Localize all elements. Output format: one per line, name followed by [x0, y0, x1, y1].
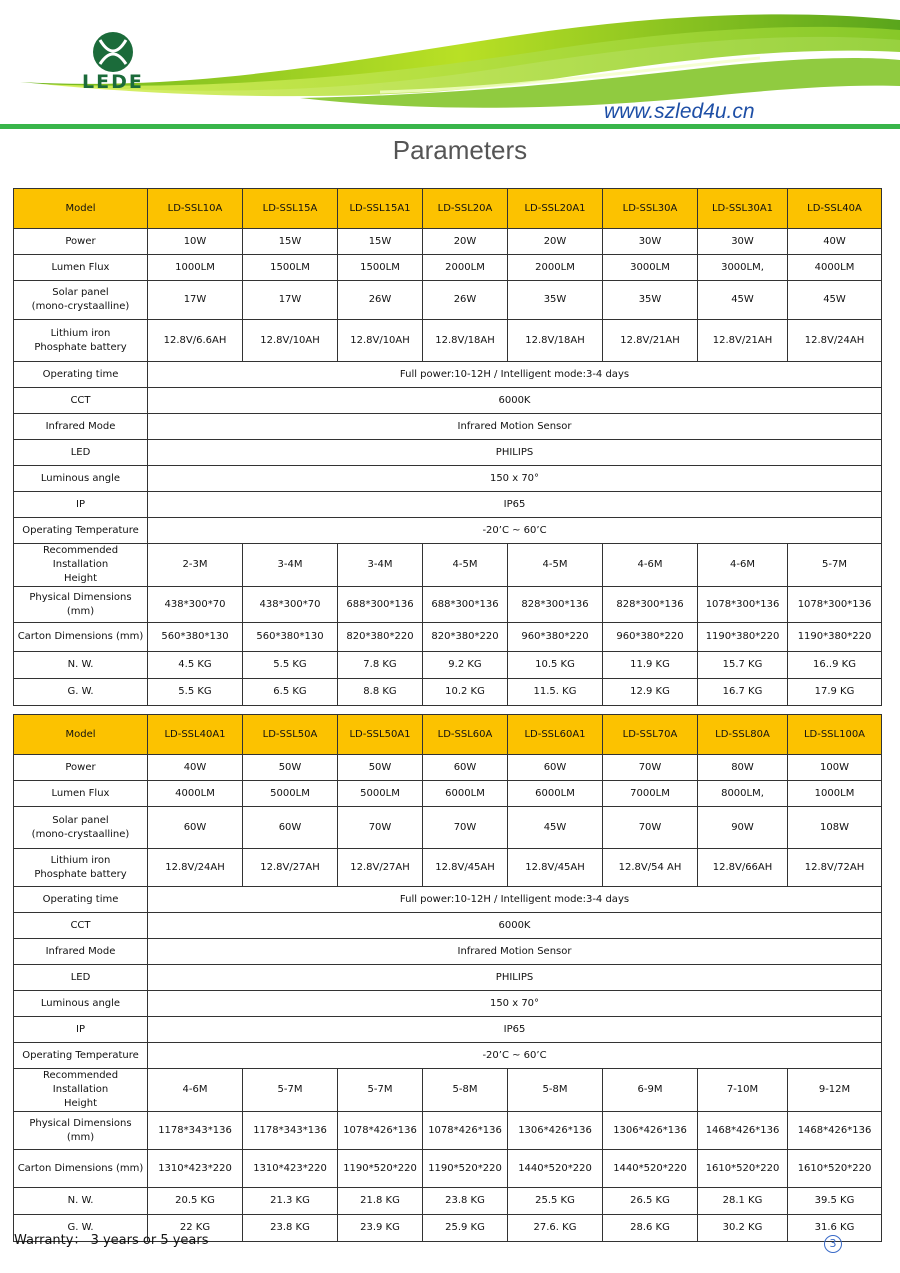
- value-cell: 1468*426*136: [698, 1112, 788, 1150]
- value-cell: 12.8V/6.6AH: [148, 320, 243, 362]
- value-cell: 5000LM: [243, 781, 338, 807]
- value-cell: 6000LM: [508, 781, 603, 807]
- value-cell: 12.8V/24AH: [788, 320, 882, 362]
- value-cell: 12.8V/45AH: [508, 849, 603, 887]
- row-label-text: Operating time: [42, 893, 119, 905]
- row-label-text: Infrared Mode: [45, 945, 116, 957]
- value-cell: 100W: [788, 755, 882, 781]
- row-label-text: Phosphate battery: [34, 868, 127, 880]
- carton-dimensions-row: [14, 1150, 882, 1188]
- shared-value-cell: 6000K: [148, 913, 882, 939]
- value-cell: 3000LM,: [698, 255, 788, 281]
- page-title: Parameters: [392, 135, 528, 165]
- value-cell: 25.9 KG: [423, 1215, 508, 1242]
- row-label-text: Recommended Installation: [42, 1070, 119, 1095]
- value-cell: 1190*520*220: [423, 1150, 508, 1188]
- value-cell: 70W: [603, 807, 698, 849]
- value-cell: 6000LM: [423, 781, 508, 807]
- row-label: [14, 781, 148, 807]
- led-row: [14, 965, 882, 991]
- value-cell: 60W: [508, 755, 603, 781]
- model-cell: LD-SSL30A1: [698, 189, 788, 229]
- value-cell: 7000LM: [603, 781, 698, 807]
- value-cell: 1306*426*136: [508, 1112, 603, 1150]
- infrared-mode-row: [14, 414, 882, 440]
- value-cell: 1000LM: [148, 255, 243, 281]
- value-cell: 2000LM: [508, 255, 603, 281]
- row-label: [14, 623, 148, 652]
- row-label-text: Operating Temperature: [22, 524, 139, 536]
- value-cell: 70W: [423, 807, 508, 849]
- row-label-text: LED: [70, 446, 91, 458]
- value-cell: 12.8V/54 AH: [603, 849, 698, 887]
- spec-table-2: [13, 714, 882, 1242]
- row-label: [14, 1188, 148, 1215]
- value-cell: 1500LM: [243, 255, 338, 281]
- value-cell: 28.1 KG: [698, 1188, 788, 1215]
- model-cell: LD-SSL10A: [148, 189, 243, 229]
- value-cell: 10W: [148, 229, 243, 255]
- value-cell: 17W: [243, 281, 338, 320]
- net-weight-row: [14, 652, 882, 679]
- value-cell: 5-7M: [788, 544, 882, 587]
- value-cell: 5.5 KG: [243, 652, 338, 679]
- shared-value-cell: Full power:10-12H / Intelligent mode:3-4 days: [148, 362, 882, 388]
- value-cell: 20W: [423, 229, 508, 255]
- row-label-text: Height: [63, 573, 98, 584]
- shared-value-cell: Infrared Motion Sensor: [148, 939, 882, 965]
- value-cell: 40W: [788, 229, 882, 255]
- value-cell: 21.3 KG: [243, 1188, 338, 1215]
- value-cell: 1078*426*136: [338, 1112, 423, 1150]
- model-cell: LD-SSL70A: [603, 715, 698, 755]
- model-cell: LD-SSL15A1: [338, 189, 423, 229]
- value-cell: 10.2 KG: [423, 679, 508, 706]
- value-cell: 6.5 KG: [243, 679, 338, 706]
- lumen-flux-row: [14, 255, 882, 281]
- model-cell: LD-SSL30A: [603, 189, 698, 229]
- value-cell: 12.8V/10AH: [243, 320, 338, 362]
- value-cell: 688*300*136: [423, 587, 508, 623]
- value-cell: 1190*380*220: [788, 623, 882, 652]
- row-label-text: Phosphate battery: [34, 341, 127, 353]
- value-cell: 80W: [698, 755, 788, 781]
- installation-height-row: [14, 544, 882, 587]
- value-cell: 8000LM,: [698, 781, 788, 807]
- value-cell: 31.6 KG: [788, 1215, 882, 1242]
- value-cell: 560*380*130: [243, 623, 338, 652]
- cct-row: [14, 388, 882, 414]
- row-label: [14, 388, 148, 414]
- value-cell: 820*380*220: [338, 623, 423, 652]
- value-cell: 5-7M: [338, 1069, 423, 1112]
- value-cell: 3000LM: [603, 255, 698, 281]
- row-label-text: Power: [65, 235, 96, 247]
- value-cell: 1310*423*220: [148, 1150, 243, 1188]
- value-cell: 2-3M: [148, 544, 243, 587]
- value-cell: 5-8M: [508, 1069, 603, 1112]
- shared-value-cell: 150 x 70°: [148, 466, 882, 492]
- row-label-text: IP: [76, 1023, 85, 1035]
- value-cell: 3-4M: [243, 544, 338, 587]
- value-cell: 828*300*136: [508, 587, 603, 623]
- value-cell: 20.5 KG: [148, 1188, 243, 1215]
- row-label: [14, 255, 148, 281]
- operating-time-row: [14, 362, 882, 388]
- row-label-text: Physical Dimensions (mm): [29, 591, 132, 617]
- value-cell: 16.7 KG: [698, 679, 788, 706]
- shared-value-cell: 6000K: [148, 388, 882, 414]
- ip-row: [14, 492, 882, 518]
- value-cell: 1310*423*220: [243, 1150, 338, 1188]
- value-cell: 39.5 KG: [788, 1188, 882, 1215]
- row-label: [14, 965, 148, 991]
- value-cell: 4-6M: [148, 1069, 243, 1112]
- value-cell: 438*300*70: [148, 587, 243, 623]
- row-label: [14, 807, 148, 849]
- green-wave-banner: [0, 0, 900, 135]
- value-cell: 15W: [338, 229, 423, 255]
- shared-value-cell: -20’C ~ 60’C: [148, 518, 882, 544]
- value-cell: 45W: [788, 281, 882, 320]
- net-weight-row: [14, 1188, 882, 1215]
- value-cell: 45W: [698, 281, 788, 320]
- model-cell: LD-SSL60A: [423, 715, 508, 755]
- row-label-text: Physical Dimensions (mm): [29, 1117, 132, 1143]
- row-label: [14, 440, 148, 466]
- row-label-text: Operating time: [42, 368, 119, 380]
- value-cell: 15W: [243, 229, 338, 255]
- row-label-text: G. W.: [67, 686, 94, 697]
- gross-weight-row: [14, 679, 882, 706]
- value-cell: 438*300*70: [243, 587, 338, 623]
- value-cell: 70W: [338, 807, 423, 849]
- row-label: [14, 1150, 148, 1188]
- installation-height-row: [14, 1069, 882, 1112]
- row-label-text: Operating Temperature: [22, 1049, 139, 1061]
- value-cell: 12.8V/24AH: [148, 849, 243, 887]
- model-cell: LD-SSL40A1: [148, 715, 243, 755]
- row-label: [14, 652, 148, 679]
- row-label-text: Recommended Installation: [42, 545, 119, 570]
- value-cell: 23.9 KG: [338, 1215, 423, 1242]
- value-cell: 1078*300*136: [698, 587, 788, 623]
- row-label-text: Infrared Mode: [45, 420, 116, 432]
- shared-value-cell: 150 x 70°: [148, 991, 882, 1017]
- value-cell: 9-12M: [788, 1069, 882, 1112]
- row-label-text: Model: [65, 202, 96, 214]
- row-label-text: Carton Dimensions (mm): [17, 631, 144, 642]
- row-label: [14, 466, 148, 492]
- value-cell: 12.8V/10AH: [338, 320, 423, 362]
- shared-value-cell: IP65: [148, 1017, 882, 1043]
- page-number: 3: [824, 1235, 842, 1253]
- value-cell: 4.5 KG: [148, 652, 243, 679]
- row-label: [14, 189, 148, 229]
- value-cell: 12.8V/27AH: [338, 849, 423, 887]
- value-cell: 15.7 KG: [698, 652, 788, 679]
- value-cell: 27.6. KG: [508, 1215, 603, 1242]
- value-cell: 16..9 KG: [788, 652, 882, 679]
- row-label-text: CCT: [70, 394, 91, 406]
- value-cell: 21.8 KG: [338, 1188, 423, 1215]
- row-label: [14, 679, 148, 706]
- row-label: [14, 849, 148, 887]
- value-cell: 30.2 KG: [698, 1215, 788, 1242]
- row-label: [14, 913, 148, 939]
- model-cell: LD-SSL40A: [788, 189, 882, 229]
- row-label: [14, 887, 148, 913]
- model-cell: LD-SSL20A: [423, 189, 508, 229]
- value-cell: 5-7M: [243, 1069, 338, 1112]
- model-cell: LD-SSL80A: [698, 715, 788, 755]
- model-cell: LD-SSL60A1: [508, 715, 603, 755]
- row-label: [14, 1112, 148, 1150]
- value-cell: 1190*380*220: [698, 623, 788, 652]
- row-label: [14, 362, 148, 388]
- row-label: [14, 518, 148, 544]
- value-cell: 7.8 KG: [338, 652, 423, 679]
- value-cell: 60W: [243, 807, 338, 849]
- operating-temperature-row: [14, 518, 882, 544]
- value-cell: 12.9 KG: [603, 679, 698, 706]
- luminous-angle-row: [14, 466, 882, 492]
- row-label-text: Solar panel: [52, 814, 109, 826]
- row-label-text: G. W.: [67, 1222, 94, 1233]
- row-label: [14, 281, 148, 320]
- value-cell: 10.5 KG: [508, 652, 603, 679]
- value-cell: 1610*520*220: [698, 1150, 788, 1188]
- value-cell: 20W: [508, 229, 603, 255]
- value-cell: 4000LM: [788, 255, 882, 281]
- value-cell: 23.8 KG: [423, 1188, 508, 1215]
- row-label-text: (mono-crystaalline): [31, 301, 130, 312]
- value-cell: 50W: [243, 755, 338, 781]
- value-cell: 60W: [423, 755, 508, 781]
- physical-dimensions-row: [14, 587, 882, 623]
- shared-value-cell: PHILIPS: [148, 440, 882, 466]
- value-cell: 1500LM: [338, 255, 423, 281]
- value-cell: 9.2 KG: [423, 652, 508, 679]
- value-cell: 5.5 KG: [148, 679, 243, 706]
- row-label: [14, 587, 148, 623]
- value-cell: 820*380*220: [423, 623, 508, 652]
- value-cell: 12.8V/27AH: [243, 849, 338, 887]
- luminous-angle-row: [14, 991, 882, 1017]
- row-label: [14, 492, 148, 518]
- value-cell: 6-9M: [603, 1069, 698, 1112]
- value-cell: 45W: [508, 807, 603, 849]
- model-row: [14, 189, 882, 229]
- row-label-text: LED: [70, 971, 91, 983]
- value-cell: 828*300*136: [603, 587, 698, 623]
- value-cell: 960*380*220: [508, 623, 603, 652]
- value-cell: 35W: [603, 281, 698, 320]
- row-label-text: Model: [65, 728, 96, 740]
- row-label: [14, 939, 148, 965]
- row-label-text: IP: [76, 498, 85, 510]
- value-cell: 12.8V/18AH: [508, 320, 603, 362]
- value-cell: 3-4M: [338, 544, 423, 587]
- row-label: [14, 320, 148, 362]
- value-cell: 12.8V/21AH: [603, 320, 698, 362]
- value-cell: 11.5. KG: [508, 679, 603, 706]
- value-cell: 1000LM: [788, 781, 882, 807]
- value-cell: 5000LM: [338, 781, 423, 807]
- value-cell: 4-5M: [423, 544, 508, 587]
- value-cell: 26W: [423, 281, 508, 320]
- row-label-text: Solar panel: [52, 287, 109, 298]
- row-label-text: Luminous angle: [40, 472, 121, 484]
- solar-panel-row: [14, 281, 882, 320]
- row-label: [14, 1043, 148, 1069]
- page-header: [0, 0, 900, 135]
- value-cell: 4-5M: [508, 544, 603, 587]
- model-cell: LD-SSL15A: [243, 189, 338, 229]
- value-cell: 11.9 KG: [603, 652, 698, 679]
- value-cell: 4-6M: [698, 544, 788, 587]
- logo-text: LEDE: [82, 71, 144, 93]
- model-cell: LD-SSL100A: [788, 715, 882, 755]
- shared-value-cell: Full power:10-12H / Intelligent mode:3-4 days: [148, 887, 882, 913]
- row-label: [14, 414, 148, 440]
- warranty-note: Warranty： 3 years or 5 years: [14, 1233, 209, 1248]
- value-cell: 12.8V/45AH: [423, 849, 508, 887]
- value-cell: 8.8 KG: [338, 679, 423, 706]
- operating-temperature-row: [14, 1043, 882, 1069]
- row-label: [14, 755, 148, 781]
- row-label-text: Lithium iron: [50, 854, 111, 866]
- value-cell: 2000LM: [423, 255, 508, 281]
- model-cell: LD-SSL20A1: [508, 189, 603, 229]
- value-cell: 17W: [148, 281, 243, 320]
- row-label: [14, 1017, 148, 1043]
- value-cell: 688*300*136: [338, 587, 423, 623]
- value-cell: 28.6 KG: [603, 1215, 698, 1242]
- row-label-text: N. W.: [67, 659, 94, 670]
- value-cell: 5-8M: [423, 1069, 508, 1112]
- physical-dimensions-row: [14, 1112, 882, 1150]
- shared-value-cell: PHILIPS: [148, 965, 882, 991]
- value-cell: 30W: [603, 229, 698, 255]
- value-cell: 60W: [148, 807, 243, 849]
- model-cell: LD-SSL50A1: [338, 715, 423, 755]
- value-cell: 22 KG: [148, 1215, 243, 1242]
- led-row: [14, 440, 882, 466]
- shared-value-cell: IP65: [148, 492, 882, 518]
- row-label-text: Luminous angle: [40, 997, 121, 1009]
- value-cell: 1468*426*136: [788, 1112, 882, 1150]
- power-row: [14, 755, 882, 781]
- value-cell: 35W: [508, 281, 603, 320]
- value-cell: 560*380*130: [148, 623, 243, 652]
- value-cell: 1306*426*136: [603, 1112, 698, 1150]
- value-cell: 26.5 KG: [603, 1188, 698, 1215]
- model-cell: LD-SSL50A: [243, 715, 338, 755]
- row-label-text: Lumen Flux: [51, 787, 110, 799]
- value-cell: 25.5 KG: [508, 1188, 603, 1215]
- value-cell: 40W: [148, 755, 243, 781]
- value-cell: 1078*426*136: [423, 1112, 508, 1150]
- value-cell: 12.8V/21AH: [698, 320, 788, 362]
- row-label-text: (mono-crystaalline): [31, 828, 130, 840]
- row-label: [14, 1069, 148, 1112]
- value-cell: 1078*300*136: [788, 587, 882, 623]
- row-label-text: CCT: [70, 919, 91, 931]
- value-cell: 17.9 KG: [788, 679, 882, 706]
- value-cell: 12.8V/66AH: [698, 849, 788, 887]
- value-cell: 30W: [698, 229, 788, 255]
- power-row: [14, 229, 882, 255]
- row-label-text: Lumen Flux: [51, 261, 110, 273]
- value-cell: 4000LM: [148, 781, 243, 807]
- row-label-text: Carton Dimensions (mm): [17, 1162, 144, 1174]
- value-cell: 1190*520*220: [338, 1150, 423, 1188]
- value-cell: 50W: [338, 755, 423, 781]
- ip-row: [14, 1017, 882, 1043]
- row-label-text: Power: [65, 761, 96, 773]
- battery-row: [14, 849, 882, 887]
- cct-row: [14, 913, 882, 939]
- spec-table-1: [13, 188, 882, 706]
- value-cell: 108W: [788, 807, 882, 849]
- value-cell: 1440*520*220: [508, 1150, 603, 1188]
- row-label-text: N. W.: [67, 1195, 94, 1206]
- website-link[interactable]: www.szled4u.cn: [604, 100, 755, 123]
- value-cell: 26W: [338, 281, 423, 320]
- row-label-text: Lithium iron: [50, 327, 111, 339]
- lumen-flux-row: [14, 781, 882, 807]
- value-cell: 1440*520*220: [603, 1150, 698, 1188]
- battery-row: [14, 320, 882, 362]
- value-cell: 4-6M: [603, 544, 698, 587]
- infrared-mode-row: [14, 939, 882, 965]
- carton-dimensions-row: [14, 623, 882, 652]
- value-cell: 12.8V/72AH: [788, 849, 882, 887]
- operating-time-row: [14, 887, 882, 913]
- value-cell: 12.8V/18AH: [423, 320, 508, 362]
- row-label: [14, 229, 148, 255]
- value-cell: 7-10M: [698, 1069, 788, 1112]
- shared-value-cell: -20’C ~ 60’C: [148, 1043, 882, 1069]
- row-label: [14, 544, 148, 587]
- value-cell: 1178*343*136: [148, 1112, 243, 1150]
- value-cell: 960*380*220: [603, 623, 698, 652]
- value-cell: 70W: [603, 755, 698, 781]
- value-cell: 1610*520*220: [788, 1150, 882, 1188]
- shared-value-cell: Infrared Motion Sensor: [148, 414, 882, 440]
- row-label: [14, 991, 148, 1017]
- row-label: [14, 715, 148, 755]
- solar-panel-row: [14, 807, 882, 849]
- row-label-text: Height: [63, 1098, 98, 1109]
- value-cell: 23.8 KG: [243, 1215, 338, 1242]
- value-cell: 1178*343*136: [243, 1112, 338, 1150]
- value-cell: 90W: [698, 807, 788, 849]
- model-row: [14, 715, 882, 755]
